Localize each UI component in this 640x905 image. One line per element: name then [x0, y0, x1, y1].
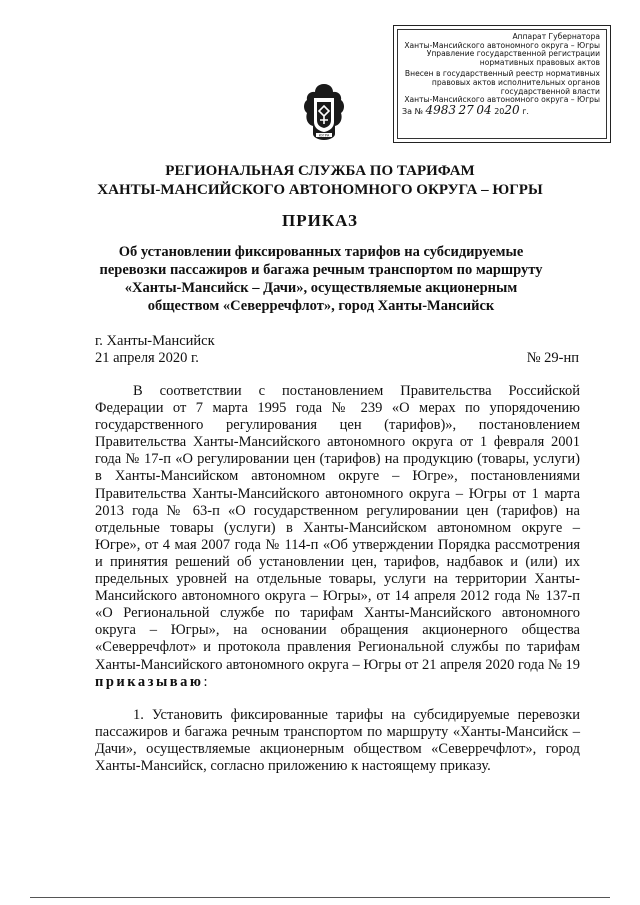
- org-name-line2: ХАНТЫ-МАНСИЙСКОГО АВТОНОМНОГО ОКРУГА – ЮГРЫ: [97, 182, 543, 198]
- registration-stamp: [393, 25, 611, 143]
- stamp-reg-number: 4983: [425, 102, 456, 117]
- stamp-reg-suffix: г.: [522, 106, 529, 116]
- stamp-line: Ханты-Мансийского автономного округа – Югры: [404, 95, 600, 105]
- stamp-line: нормативных правовых актов: [479, 57, 600, 67]
- document-date: 21 апреля 2020 г.: [95, 350, 199, 366]
- order-item-1: 1. Установить фиксированные тарифы на субсидируемые перевозки пассажиров и багажа речным транспортом по маршруту «Ханты-Мансийск – Дачи», осуществляемые акционерным обществом «Северречфлот», город Ханты-Мансийск, согласно приложению к настоящему приказу.: [95, 706, 580, 774]
- emblem-caption: ЮГРА: [318, 133, 330, 138]
- document-place: г. Ханты-Мансийск: [95, 333, 215, 349]
- page-edge-line: [30, 897, 610, 898]
- document-number: № 29-нп: [526, 350, 579, 366]
- stamp-registration: [402, 102, 600, 117]
- place-date: [95, 333, 215, 367]
- stamp-line: Аппарат Губернатора: [512, 32, 600, 41]
- stamp-line: Ханты-Мансийского автономного округа – Югры: [404, 40, 600, 50]
- stamp-reg-day: 27: [458, 102, 474, 117]
- preamble-paragraph: [95, 383, 580, 691]
- stamp-reg-year-prefix: 20: [494, 106, 505, 116]
- stamp-line: Управление государственной регистрации: [426, 49, 600, 59]
- order-word: приказываю: [95, 673, 204, 690]
- stamp-reg-month: 04: [476, 102, 492, 117]
- document-subject: Об установлении фиксированных тарифов на субсидируемые перевозки пассажиров и багажа речным транспортом по маршруту «Ханты-Мансийск – Дачи», осуществляемые акционерным обществом «Северречфлот», город Ханты-Мансийск: [99, 244, 543, 314]
- stamp-line: Внесен в государственный реестр нормативных: [404, 69, 600, 79]
- org-name-line1: РЕГИОНАЛЬНАЯ СЛУЖБА ПО ТАРИФАМ: [165, 163, 475, 179]
- order-colon: :: [203, 673, 208, 690]
- coat-of-arms-icon: [300, 82, 348, 142]
- stamp-line: правовых актов исполнительных органов: [431, 77, 600, 87]
- stamp-reg-year-suffix: 20: [504, 102, 520, 117]
- stamp-line: государственной власти: [500, 86, 600, 96]
- preamble-text: В соответствии с постановлением Правительства Российской Федерации от 7 марта 1995 года № 239 «О мерах по упорядочению государственного регулирования цен (тарифов)», постановлением Правительства Ханты-Мансийского автономного округа от 1 февраля 2001 года № 17-п «О регулировании цен (тарифов) на продукцию (товары, услуги) в Ханты-Мансийском автономном округе – Югре», постановлениями Правительства Ханты-Мансийского автономного округа – Югры от 1 марта 2013 года № 63-п «О государственном регулировании цен (тарифов) на отдельные товары (услуги) в Ханты-Мансийском автономном округе – Югре», от 4 мая 2007 года № 114-п «Об утверждении Порядка рассмотрения и принятия решений об установлении цен, тарифов, надбавок и (или) их предельных уровней на отдельные товары, услуги на территории Ханты-Мансийского автономного округа – Югры», от 14 апреля 2012 года № 137-п «О Региональной службе по тарифам Ханты-Мансийского автономного округа – Югры», на основании обращения акционерного общества «Северречфлот» и протокола правления Региональной службы по тарифам Ханты-Мансийского автономного округа – Югры от 21 апреля 2020 года № 19: [95, 383, 580, 673]
- document-body: [95, 383, 580, 775]
- stamp-reg-prefix: За №: [402, 106, 423, 116]
- document-type: ПРИКАЗ: [282, 211, 358, 230]
